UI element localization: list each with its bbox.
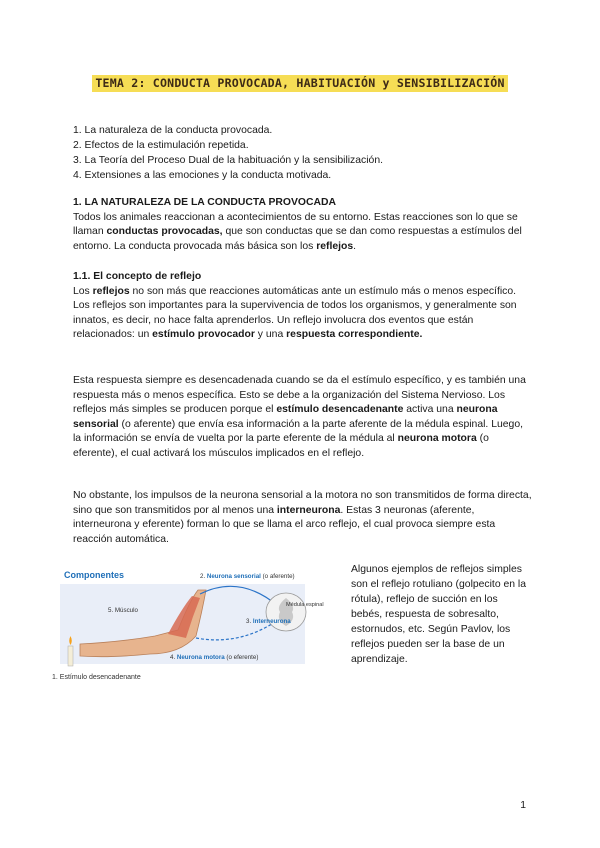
section-1-paragraph: Todos los animales reaccionan a acontecimientos de su entorno. Estas reacciones son lo que se llaman conductas provocadas, que son conductas que se dan como respuestas a estímulos del entorno. La conducta provocada más básica son los reflejos. (73, 211, 522, 252)
side-note: Algunos ejemplos de reflejos simples son el reflejo rotuliano (golpecito en la rótula), reflejo de succión en los bebés, respuesta de sobresalto, estornudos, etc. Según Pavlov, los reflejos pueden ser la base de un aprendizaje. (351, 564, 527, 665)
toc-item-4: 4. Extensiones a las emociones y la conducta motivada. (73, 170, 332, 181)
toc-item-1: 1. La naturaleza de la conducta provocada. (73, 125, 273, 136)
sensory-neuron-label: 2. Neurona sensorial (o aferente) (200, 573, 295, 580)
figure-caption: 1. Estímulo desencadenante (52, 674, 141, 681)
toc-item-3: 3. La Teoría del Proceso Dual de la habituación y la sensibilización. (73, 155, 383, 166)
spinal-cord-label: Médula espinal (286, 602, 324, 608)
reflex-arc-figure (50, 566, 340, 684)
motor-neuron-label: 4. Neurona motora (o eferente) (170, 654, 259, 661)
candle-icon (68, 646, 73, 666)
paragraph-reflex-definition: Los reflejos no son más que reacciones automáticas ante un estímulo más o menos específico. Los reflejos son importantes para la supervivencia de todos los organismos, y generalmente son innatos, es decir, no hace falta aprenderlos. Un reflejo involucra dos eventos que están relacionados: un estímulo provocador y una respuesta correspondiente. (73, 285, 517, 340)
page-title: TEMA 2: CONDUCTA PROVOCADA, HABITUACIÓN y SENSIBILIZACIÓN (0, 76, 600, 91)
section-1-1-heading: 1.1. El concepto de reflejo (73, 271, 202, 282)
page-number: 1 (520, 800, 526, 811)
paragraph-reflex-response: Esta respuesta siempre es desencadenada cuando se da el estímulo específico, y es también una respuesta más o menos específica. Esto se debe a la organización del Sistema Nervioso. Los reflejos más simples se producen porque el estímulo desencadenante activa una neurona sensorial (o aferente) que envía esa información a la parte aferente de la médula espinal. Luego, la información se envía de vuelta por la parte eferente de la médula al neurona motora (o eferente), el cual activará los músculos implicados en el reflejo. (73, 375, 526, 459)
section-1 (73, 196, 533, 254)
paragraph-reflex-arc: No obstante, los impulsos de la neurona sensorial a la motora no son transmitidos de forma directa, sino que son transmitidos por al menos una interneurona. Estas 3 neuronas (aferente, interneurona y eferente) forman lo que se llama el arco reflejo, el cual provoca siempre esta reacción automática. (73, 490, 532, 545)
figure-heading: Componentes (64, 570, 125, 580)
muscle-label: 5. Músculo (108, 607, 138, 614)
section-1-1 (73, 270, 533, 343)
section-1-heading: 1. LA NATURALEZA DE LA CONDUCTA PROVOCADA (73, 197, 337, 208)
table-of-contents (73, 123, 533, 183)
toc-item-2: 2. Efectos de la estimulación repetida. (73, 140, 249, 151)
interneuron-label: 3. Interneurona (246, 618, 291, 625)
